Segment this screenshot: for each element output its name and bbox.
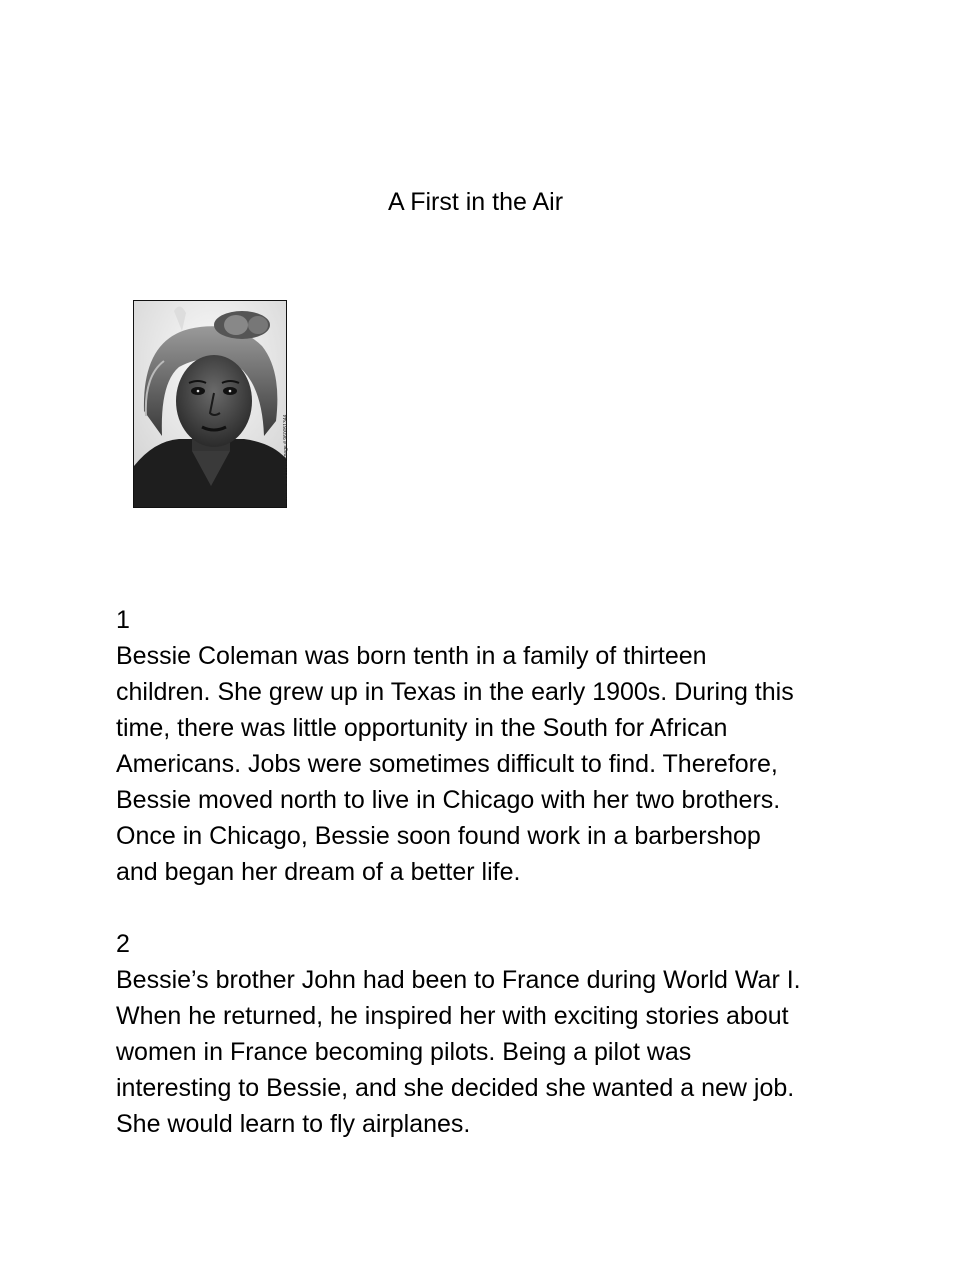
paragraph-number: 2 <box>116 930 130 958</box>
paragraph-line: She would learn to fly airplanes. <box>116 1110 471 1138</box>
paragraph-line: and began her dream of a better life. <box>116 858 521 886</box>
article-body <box>116 602 906 1178</box>
paragraph-number: 1 <box>116 606 130 634</box>
paragraph-2 <box>116 926 906 1142</box>
photo-credit: © Associated Press Image # 960051344 <box>283 414 289 504</box>
paragraph-line: When he returned, he inspired her with exciting stories about <box>116 1002 789 1030</box>
paragraph-line: Bessie’s brother John had been to France during World War I. <box>116 966 801 994</box>
paragraph-line: Bessie Coleman was born tenth in a family of thirteen <box>116 642 707 670</box>
paragraph-line: children. She grew up in Texas in the early 1900s. During this <box>116 678 794 706</box>
paragraph-1 <box>116 602 906 890</box>
paragraph-line: time, there was little opportunity in the South for African <box>116 714 728 742</box>
document-title: A First in the Air <box>387 188 564 216</box>
paragraph-line: Americans. Jobs were sometimes difficult to find. Therefore, <box>116 750 778 778</box>
paragraph-line: interesting to Bessie, and she decided she wanted a new job. <box>116 1074 795 1102</box>
paragraph-line: women in France becoming pilots. Being a pilot was <box>116 1038 692 1066</box>
portrait-photo <box>133 300 297 512</box>
paragraph-line: Once in Chicago, Bessie soon found work in a barbershop <box>116 822 761 850</box>
paragraph-line: Bessie moved north to live in Chicago with her two brothers. <box>116 786 781 814</box>
aviator-portrait-image <box>134 301 287 508</box>
photo-frame <box>133 300 287 508</box>
